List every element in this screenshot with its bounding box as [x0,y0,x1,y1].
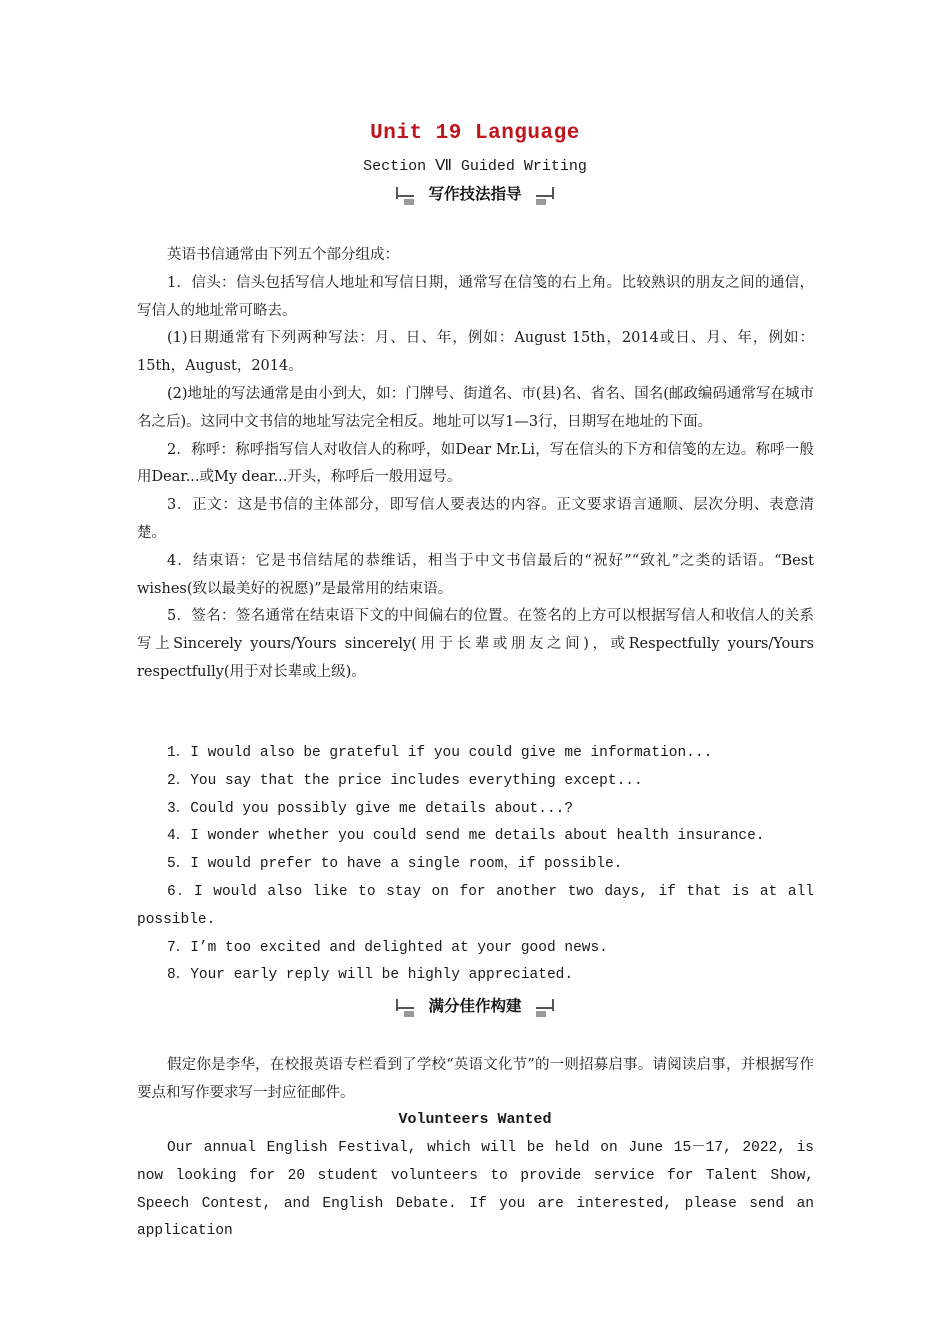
intro-item-3: 3．正文：这是书信的主体部分，即写信人要表达的内容。正文要求语言通顺、层次分明、表意清楚。 [137,497,814,541]
intro-item-4: 4．结束语：它是书信结尾的恭维话，相当于中文书信最后的“祝好”“致礼”之类的话语。“Best wishes(致以最美好的祝愿)”是最常用的结束语。 [137,552,814,597]
intro-item-1b: (2)地址的写法通常是由小到大，如：门牌号、街道名、市(县)名、省名、国名(邮政编码通常写在城市名之后)。这同中文书信的地址写法完全相反。地址可以写1—3行，日期写在地址的下面。 [137,385,814,430]
banner-label: 写作技法指导 [414,183,536,205]
sentence-item: 5．I would prefer to have a single room，if possible. [167,856,623,873]
letter-format-section [137,242,814,687]
notice-body-text: Our annual English Festival, which will be held on June 15－17, 2022, is now looking for 20 student volunteers to provide service for Talent Show, Speech Contest, and English Debate. If you are interested, please send an application [137,1140,814,1240]
sentence-item: 8．Your early reply will be highly appreciated. [167,967,574,984]
banner-cap-right [552,999,554,1011]
intro-item-1a: (1)日期通常有下列两种写法：月、日、年，例如：August 15th，2014或日、月、年，例如：15th，August，2014。 [137,330,814,375]
task-prompt [137,1052,814,1108]
banner-cap-left [396,999,398,1011]
sentence-item: 3．Could you possibly give me details about...? [167,800,574,817]
intro-item-5: 5．签名：签名通常在结束语下文的中间偏右的位置。在签名的上方可以根据写信人和收信人的关系写上Sincerely yours/Yours sincerely(用于长辈或朋友之间)，或Respectfully yours/Yours respectfully(用于对长辈或上级)。 [137,608,814,680]
useful-sentences-list [137,740,814,990]
notice-title: Volunteers Wanted [398,1111,552,1128]
intro-item-2: 2．称呼：称呼指写信人对收信人的称呼，如Dear Mr.Li，写在信头的下方和信笺的左边。称呼一般用Dear...或My dear...开头，称呼后一般用逗号。 [137,441,814,486]
section-subtitle: Section Ⅶ Guided Writing [363,158,587,175]
page-title: Unit 19 Language [370,122,580,145]
banner-cap-right [552,187,554,199]
banner-cap-left [396,187,398,199]
sentence-item: 6．I would also like to stay on for another two days, if that is at all possible. [137,883,814,928]
sentence-item: 4．I wonder whether you could send me details about health insurance. [167,828,765,845]
notice-body [137,1135,814,1246]
banner-label: 满分佳作构建 [414,995,536,1017]
sentence-item: 7．I’m too excited and delighted at your good news. [167,939,608,956]
sentence-item: 1．I would also be grateful if you could give me information... [167,745,713,761]
task-prompt-text: 假定你是李华，在校报英语专栏看到了学校“英语文化节”的一则招募启事。请阅读启事，并根据写作要点和写作要求写一封应征邮件。 [137,1057,814,1101]
intro-lead: 英语书信通常由下列五个部分组成： [167,247,399,263]
banner-model-essay [396,996,554,1020]
banner-writing-tips [396,184,554,208]
sentence-item: 2．You say that the price includes everything except... [167,772,643,789]
intro-item-1: 1．信头：信头包括写信人地址和写信日期，通常写在信笺的右上角。比较熟识的朋友之间的通信，写信人的地址常可略去。 [137,274,814,319]
